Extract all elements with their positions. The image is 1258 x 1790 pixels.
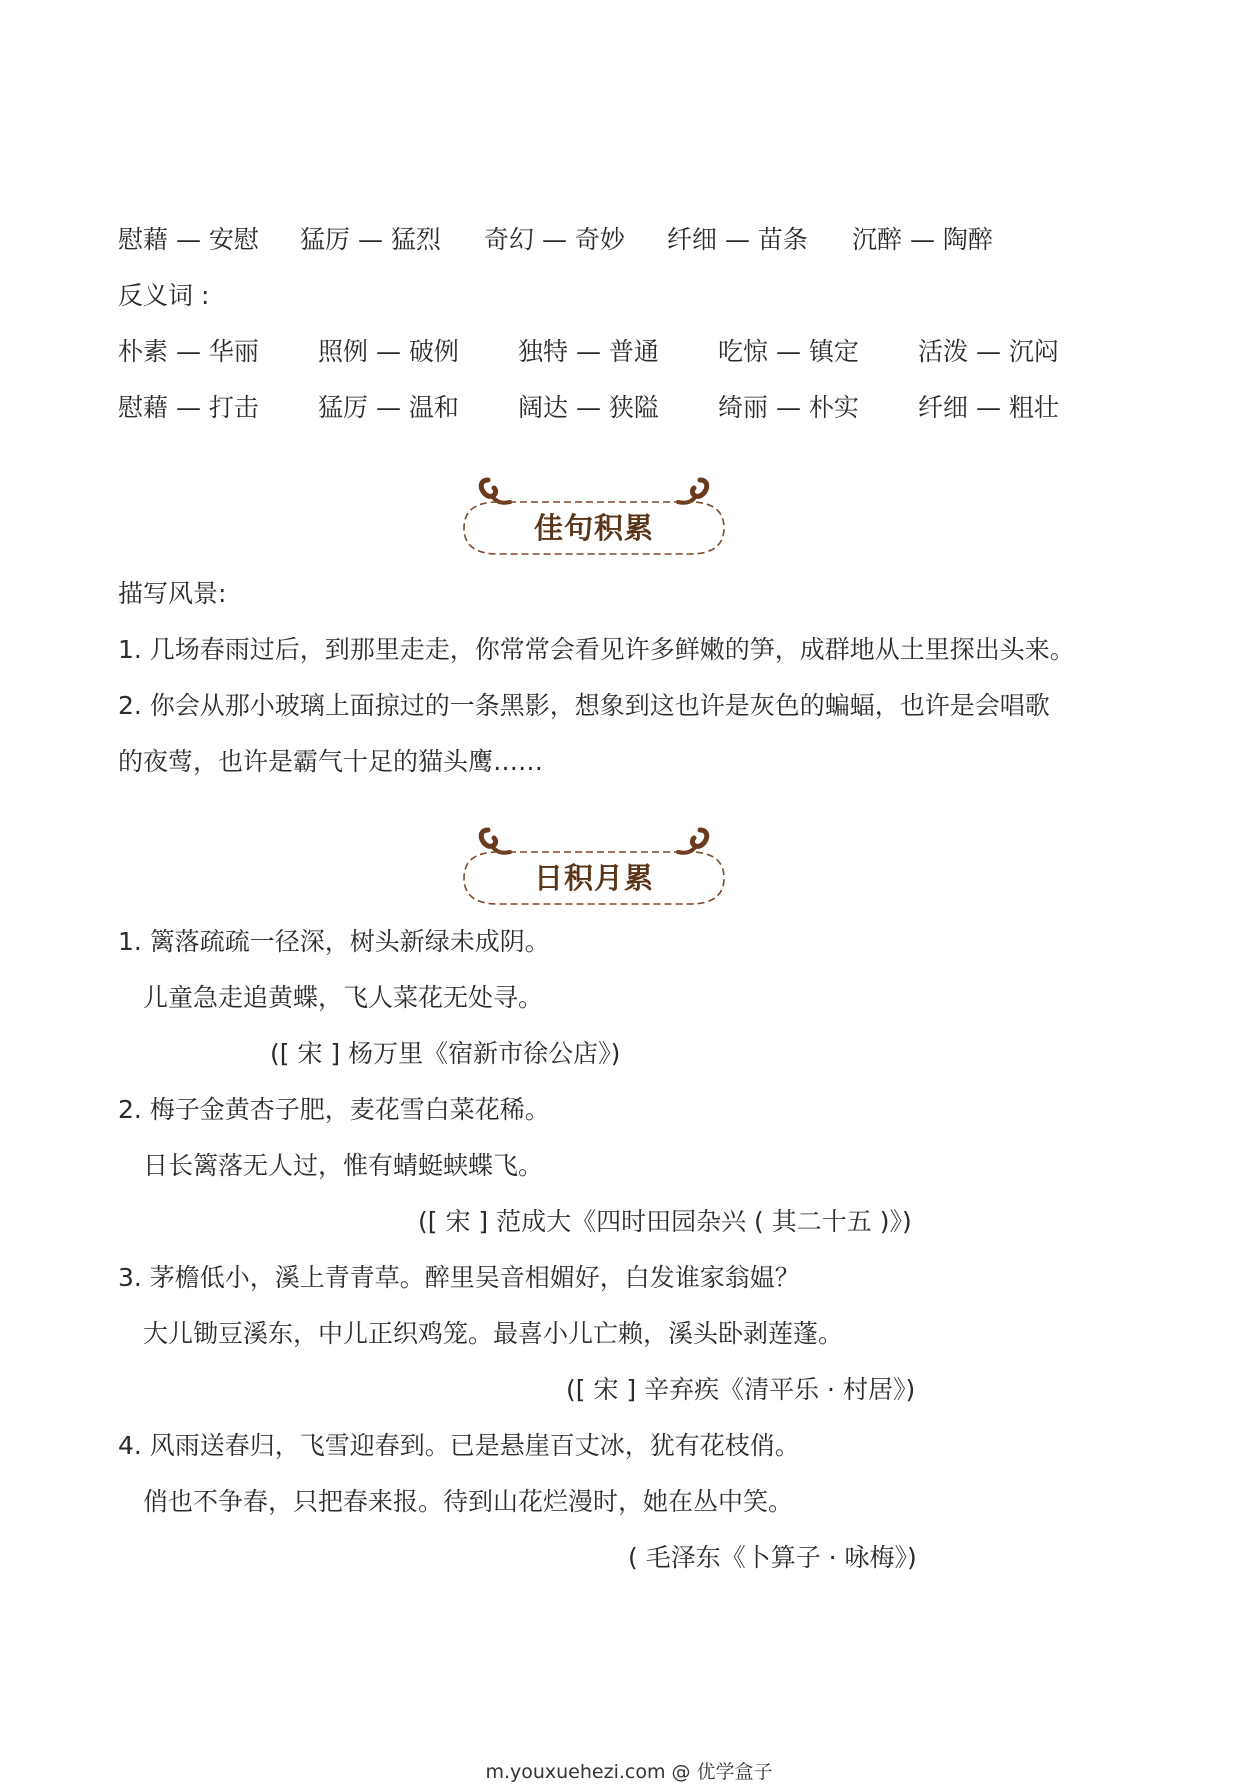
antonym-pair: 活泼 — 沉闷 [918, 337, 1059, 366]
synonym-pair: 沉醉 — 陶醉 [852, 225, 993, 254]
synonym-pair: 纤细 — 苗条 [667, 225, 808, 254]
poem-source: ([ 宋 ] 范成大《四时田园杂兴 ( 其二十五 )》) [418, 1207, 912, 1236]
antonym-pair: 吃惊 — 镇定 [718, 337, 859, 366]
synonym-pair: 慰藉 — 安慰 [118, 225, 259, 254]
section-title: 日积月累 [533, 861, 654, 895]
poem-line: 4. 风雨送春归，飞雪迎春到。已是悬崖百丈冰，犹有花枝俏。 [118, 1431, 800, 1460]
antonym-pair: 猛厉 — 温和 [318, 393, 459, 422]
antonym-pair: 照例 — 破例 [318, 337, 459, 366]
section-badge [458, 812, 730, 908]
section-subtitle: 描写风景: [118, 579, 227, 608]
antonym-pair: 朴素 — 华丽 [118, 337, 259, 366]
poem-line: 2. 梅子金黄杏子肥，麦花雪白菜花稀。 [118, 1095, 550, 1124]
antonym-pair: 阔达 — 狭隘 [518, 393, 659, 422]
poem-line: 俏也不争春，只把春来报。待到山花烂漫时，她在丛中笑。 [143, 1487, 794, 1516]
antonym-pair: 纤细 — 粗壮 [918, 393, 1059, 422]
footer-watermark: m.youxuehezi.com @ 优学盒子 [485, 1761, 773, 1783]
antonym-pair: 慰藉 — 打击 [118, 393, 259, 422]
antonym-pair: 独特 — 普通 [518, 337, 659, 366]
synonym-pair: 奇幻 — 奇妙 [484, 225, 625, 254]
sentence-item-continued: 的夜莺，也许是霸气十足的猫头鹰…… [118, 747, 544, 776]
poem-line: 儿童急走追黄蝶，飞人菜花无处寻。 [143, 983, 544, 1012]
poem-line: 3. 茅檐低小，溪上青青草。醉里吴音相媚好，白发谁家翁媪？ [118, 1263, 800, 1292]
poem-line: 1. 篱落疏疏一径深，树头新绿未成阴。 [118, 927, 550, 956]
section-title: 佳句积累 [533, 511, 654, 545]
sentence-item: 1. 几场春雨过后，到那里走走，你常常会看见许多鲜嫩的笋，成群地从土里探出头来。 [118, 635, 1075, 664]
antonyms-label: 反义词 : [118, 281, 210, 310]
synonym-pair: 猛厉 — 猛烈 [300, 225, 441, 254]
poem-source: ( 毛泽东《卜算子 · 咏梅》) [628, 1543, 917, 1572]
sentence-item: 2. 你会从那小玻璃上面掠过的一条黑影，想象到这也许是灰色的蝙蝠，也许是会唱歌 [118, 691, 1050, 720]
poem-source: ([ 宋 ] 杨万里《宿新市徐公店》) [270, 1039, 621, 1068]
poem-source: ([ 宋 ] 辛弃疾《清平乐 · 村居》) [566, 1375, 916, 1404]
section-badge [458, 462, 730, 558]
antonym-pair: 绮丽 — 朴实 [718, 393, 859, 422]
poem-line: 大儿锄豆溪东，中儿正织鸡笼。最喜小儿亡赖，溪头卧剥莲蓬。 [143, 1319, 844, 1348]
poem-line: 日长篱落无人过，惟有蜻蜓蛱蝶飞。 [143, 1151, 544, 1180]
